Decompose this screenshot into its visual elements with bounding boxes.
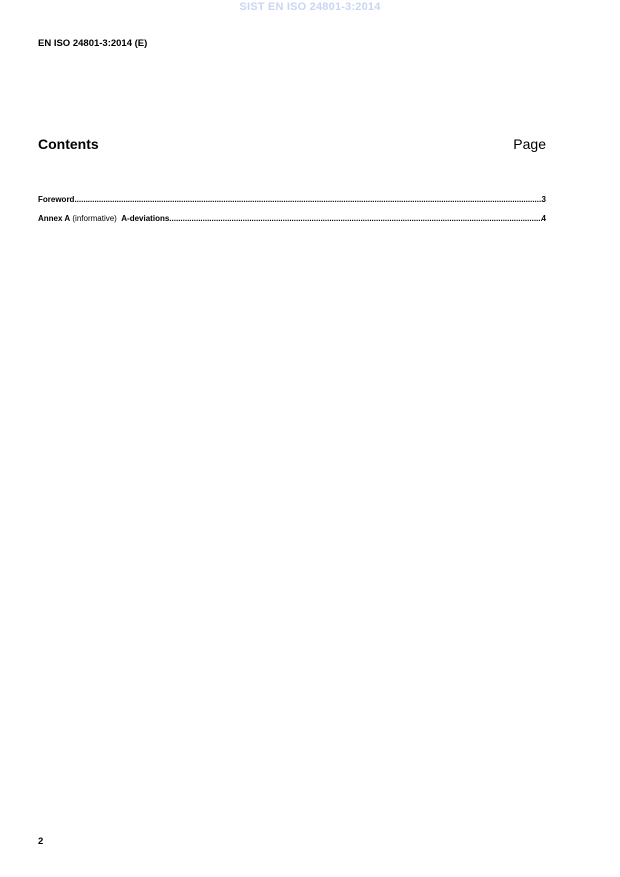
document-id: EN ISO 24801-3:2014 (E) <box>38 38 148 49</box>
toc-dot-leader <box>74 195 541 205</box>
contents-title: Contents <box>38 136 99 152</box>
toc-entry-annex-a[interactable] <box>38 214 546 224</box>
toc-dot-leader <box>169 214 541 224</box>
watermark-text: SIST EN ISO 24801-3:2014 <box>239 1 381 13</box>
toc-entry-title: A-deviations <box>121 214 170 223</box>
toc-entry-qualifier: (informative) <box>70 214 122 223</box>
toc-entry-page: 3 <box>541 195 546 204</box>
page-number: 2 <box>38 836 44 847</box>
page-column-label: Page <box>513 136 546 152</box>
table-of-contents <box>38 195 546 233</box>
toc-entry-prefix: Annex A <box>38 214 71 223</box>
toc-entry-page: 4 <box>541 214 546 223</box>
toc-entry-title: Foreword <box>38 195 75 204</box>
toc-entry-foreword[interactable] <box>38 195 546 205</box>
